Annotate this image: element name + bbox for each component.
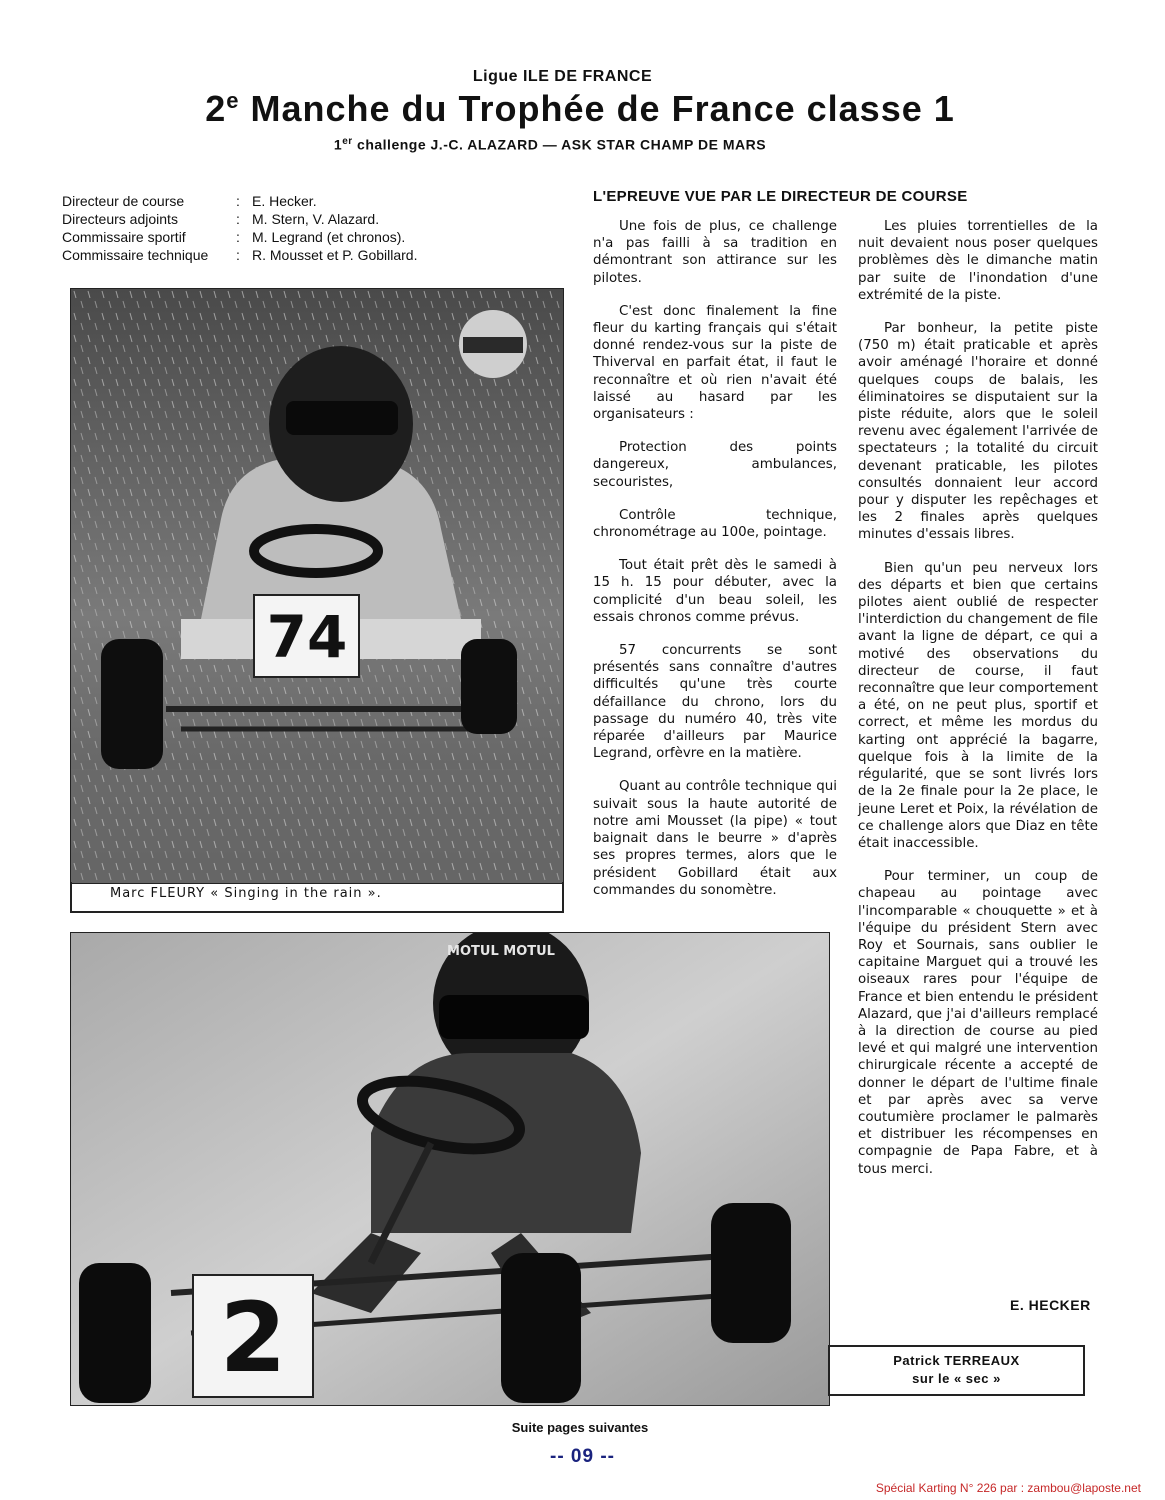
- page-subtitle: [0, 136, 1100, 153]
- kart-rain-illustration: [71, 289, 563, 883]
- article-paragraph: 57 concurrents se sont présentés sans connaître d'autres difficultés qu'une très courte défaillance du chrono, lors du passage du numéro 40, très vite réparée d'ailleurs par Maurice Legrand, orfèvre en la matière.: [593, 643, 837, 762]
- article-heading: L'EPREUVE VUE PAR LE DIRECTEUR DE COURSE: [593, 188, 968, 205]
- article-paragraph: Pour terminer, un coup de chapeau au pointage avec l'incomparable « chouquette » et à l'équipe du président Stern avec Roy et Sournais, sans oublier le capitaine Marguet qui a trouvé les oiseaux rares pour l'équipe de France et bien entendu le président Alazard, que j'ai d'ailleurs remplacé à la direction de course au pied levé et qui malgré une intervention chirurgicale récente a accepté de donner le départ de l'ultime finale et par après avec sa verve coutumière proclamer le palmarès et distribuer les récompenses en compagnie de Papa Fabre, et à tous merci.: [858, 869, 1098, 1177]
- photo-kart-rain: [70, 288, 564, 884]
- photo2-caption-line1: Patrick TERREAUX: [893, 1353, 1020, 1368]
- photo2-caption-line2: sur le « sec »: [912, 1371, 1001, 1386]
- subtitle-ordinal-sup: er: [342, 136, 353, 147]
- title-ordinal: 2: [205, 88, 227, 129]
- staff-role: Commissaire technique: [62, 247, 209, 263]
- article-paragraph: Tout était prêt dès le samedi à 15 h. 15 pour débuter, avec la complicité d'un beau soleil, les essais chronos comme prévus.: [593, 558, 837, 625]
- article-paragraph: Contrôle technique, chronométrage au 100e, pointage.: [593, 507, 837, 541]
- staff-name: M. Stern, V. Alazard.: [252, 211, 380, 227]
- staff-sep: :: [236, 229, 240, 245]
- page-title: [0, 88, 1160, 130]
- staff-name: M. Legrand (et chronos).: [252, 229, 406, 245]
- title-text: Manche du Trophée de France classe 1: [250, 88, 955, 129]
- article-paragraph: Les pluies torrentielles de la nuit devaient nous poser quelques problèmes dès le dimanche matin par suite de l'inondation d'une extrémité de la piste.: [858, 219, 1098, 303]
- staff-role: Directeurs adjoints: [62, 211, 178, 227]
- subtitle-text: challenge J.-C. ALAZARD — ASK STAR CHAMP DE MARS: [357, 136, 767, 153]
- article-paragraph: Par bonheur, la petite piste (750 m) était praticable et après avoir aménagé l'horaire et donné quelques coups de balais, les éliminatoires se disputaient sur la piste réduite, alors que le soleil revenu avec également l'arrivée de spectateurs ; la totalité du circuit devenant praticable, les pilotes consultés donnaient leur accord pour y disputer les repêchages et les 2 finales après quelques minutes d'essais libres.: [858, 321, 1098, 543]
- league-label: Ligue ILE DE FRANCE: [472, 68, 653, 85]
- staff-row: [62, 192, 417, 210]
- photo1-caption: [70, 882, 564, 913]
- subtitle-ordinal: 1: [333, 136, 343, 153]
- article-paragraph: Quant au contrôle technique qui suivait sous la haute autorité de notre ami Mousset (la pipe) « tout baignait dans le beurre » d'après ses propres termes, alors que le président Gobillard était aux commandes du sonomètre.: [593, 779, 837, 898]
- staff-name: E. Hecker.: [252, 193, 317, 209]
- continued-note: Suite pages suivantes: [511, 1420, 649, 1435]
- photo-kart-dry: [70, 932, 830, 1406]
- article-column-2: [858, 218, 1098, 1194]
- article-signature: E. HECKER: [1010, 1297, 1091, 1313]
- photo1-caption-text: Marc FLEURY « Singing in the rain ».: [110, 886, 382, 901]
- title-ordinal-sup: e: [226, 88, 240, 113]
- staff-sep: :: [236, 211, 240, 227]
- article-column-1: [593, 218, 837, 915]
- staff-row: [62, 246, 417, 264]
- article-paragraph: Une fois de plus, ce challenge n'a pas failli à sa tradition en démontrant son attirance sur les pilotes.: [593, 219, 837, 286]
- article-paragraph: C'est donc finalement la fine fleur du karting français qui s'était donné rendez-vous sur la piste de Thiverval en parfait état, il faut le reconnaître et où rien n'avait été laissé au hasard par les organisateurs :: [593, 303, 837, 423]
- staff-role: Directeur de course: [62, 193, 185, 209]
- kart-dry-illustration: [71, 933, 829, 1405]
- article-paragraph: Bien qu'un peu nerveux lors des départs et bien que certains pilotes aient oublié de respecter l'interdiction du changement de file avant la ligne de départ, ce qui a motivé des observations du directeur de course, il faut reconnaître que leur comportement a été, on ne peut plus, sportif et correct, et même les mordus du karting ont apprécié la bagarre, quelque fois à la limite de la régularité, que se sont livrés lors de la 2e finale pour la 2e place, le jeune Leret et Poix, la révélation de ce challenge alors que Diaz en tête était inaccessible.: [858, 560, 1098, 851]
- article-paragraph: Protection des points dangereux, ambulances, secouristes,: [593, 440, 837, 490]
- staff-sep: :: [236, 247, 240, 263]
- kart-number: 74: [266, 603, 348, 671]
- kart-number: 2: [219, 1282, 287, 1394]
- page-number: -- 09 --: [550, 1446, 615, 1467]
- photo2-caption: [828, 1345, 1085, 1396]
- staff-list: [62, 192, 417, 264]
- footer-credit: Spécial Karting N° 226 par : zambou@laposte.net: [875, 1481, 1141, 1495]
- staff-sep: :: [236, 193, 240, 209]
- staff-row: [62, 228, 417, 246]
- staff-row: [62, 210, 417, 228]
- staff-name: R. Mousset et P. Gobillard.: [252, 247, 418, 263]
- staff-role: Commissaire sportif: [62, 229, 186, 245]
- helmet-text: MOTUL MOTUL: [447, 944, 555, 959]
